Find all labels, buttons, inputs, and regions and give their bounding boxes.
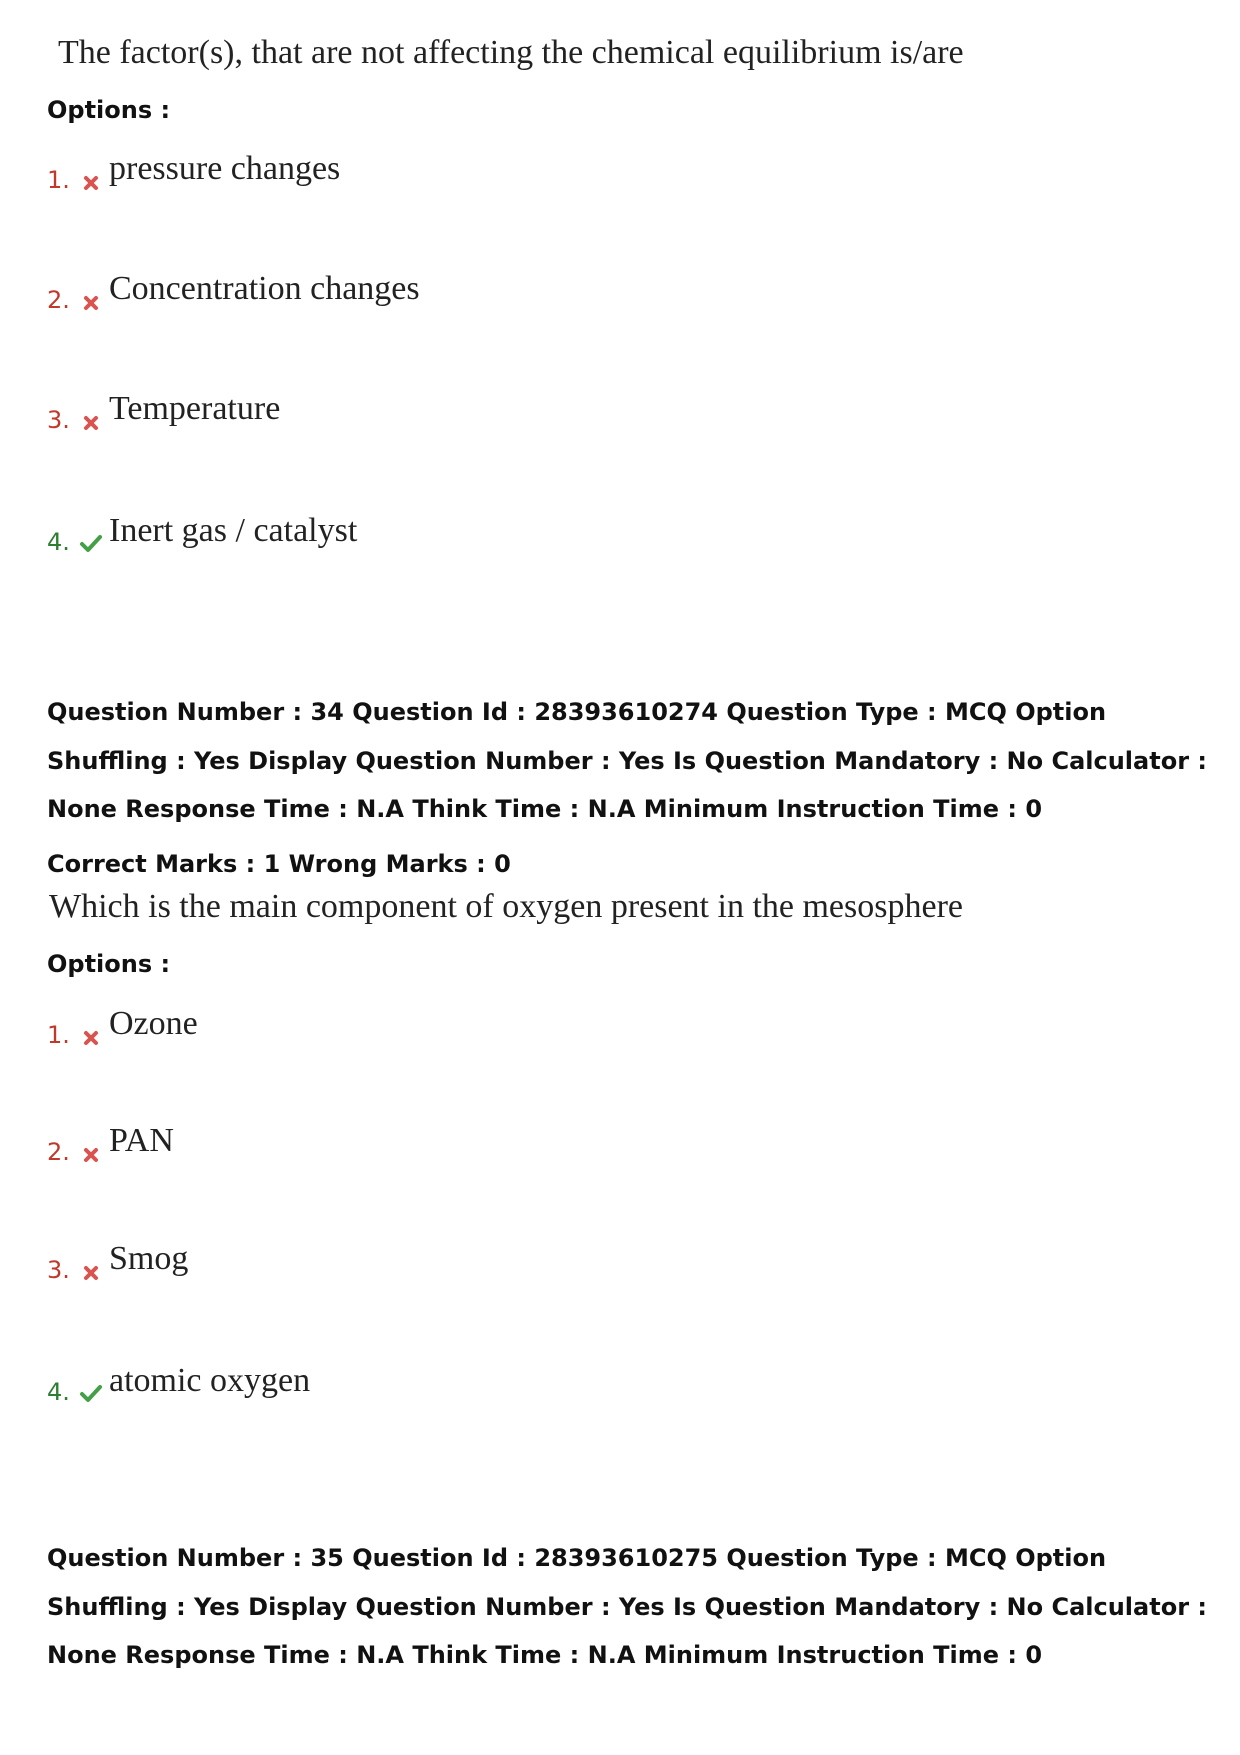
option-q34-2: [47, 1122, 174, 1166]
option-q34-4: [47, 1362, 310, 1406]
option-text: atomic oxygen: [109, 1362, 311, 1399]
option-number: 1.: [47, 166, 70, 194]
option-number: 3.: [47, 406, 70, 434]
cross-icon: [77, 169, 105, 193]
option-q33-1: [47, 150, 340, 194]
option-number: 2.: [47, 1138, 70, 1166]
question-text-q33: The factor(s), that are not affecting the chemical equilibrium is/are: [58, 34, 964, 71]
options-label-q34: Options :: [47, 950, 171, 978]
cross-icon: [77, 1141, 105, 1165]
cross-icon: [77, 1259, 105, 1283]
option-text: Temperature: [109, 390, 281, 427]
option-number: 1.: [47, 1021, 70, 1049]
question-meta-q35: Question Number : 35 Question Id : 28393610275 Question Type : MCQ Option Shuffling : Yes Display Question Number : Yes Is Question Mandatory : No Calculator : None Response Time : N.A Think Time : N.A Minimum Instruction Time : 0: [47, 1544, 1207, 1669]
option-text: pressure changes: [109, 150, 341, 187]
option-text: Concentration changes: [109, 270, 420, 307]
option-text: Inert gas / catalyst: [109, 512, 358, 549]
cross-icon: [77, 409, 105, 433]
option-q33-4: [47, 512, 357, 556]
check-icon: [77, 531, 105, 555]
option-text: PAN: [109, 1122, 174, 1159]
check-icon: [77, 1381, 105, 1405]
option-text: Ozone: [109, 1005, 198, 1042]
option-q33-2: [47, 270, 420, 314]
option-q33-3: [47, 390, 280, 434]
option-number: 4.: [47, 1378, 70, 1406]
question-meta-q34: Question Number : 34 Question Id : 28393610274 Question Type : MCQ Option Shuffling : Yes Display Question Number : Yes Is Question Mandatory : No Calculator : None Response Time : N.A Think Time : N.A Minimum Instruction Time : 0: [47, 698, 1207, 823]
question-text-q34: Which is the main component of oxygen present in the mesosphere: [49, 888, 963, 925]
option-number: 2.: [47, 286, 70, 314]
cross-icon: [77, 289, 105, 313]
option-q34-1: [47, 1005, 198, 1049]
option-number: 3.: [47, 1256, 70, 1284]
option-number: 4.: [47, 528, 70, 556]
options-label-q33: Options :: [47, 96, 171, 124]
option-q34-3: [47, 1240, 188, 1284]
option-text: Smog: [109, 1240, 189, 1277]
cross-icon: [77, 1024, 105, 1048]
marks-q34: Correct Marks : 1 Wrong Marks : 0: [47, 850, 511, 878]
